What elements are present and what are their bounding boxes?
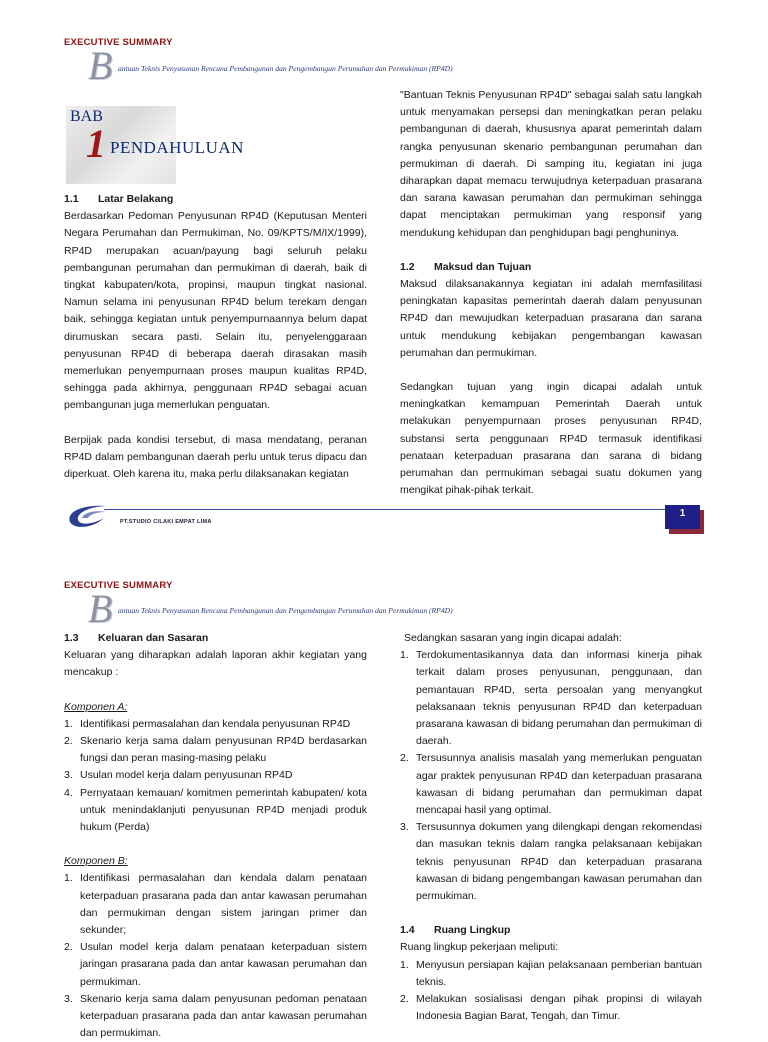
paragraph: Sedangkan tujuan yang ingin dicapai adalah untuk meningkatkan kemampuan Pemerintah Daerah untuk melakukan penyempurnaan proses penyusunan RP4D, substansi serta penggunaan RP4D termasuk identifikasi penataan keterpaduan prasarana dan sarana di bidang perumahan dan permukiman sebagai suatu dokumen yang mengikat pihak-pihak terkait. bbox=[400, 381, 702, 497]
list-item: 1. Identifikasi permasalahan dan kendala dalam penataan keterpaduan prasarana pada dan antar kawasan perumahan dan permukiman dengan sistem jaringan primer dan sekunder; bbox=[64, 872, 367, 937]
paragraph: Keluaran yang diharapkan adalah laporan akhir kegiatan yang mencakup : bbox=[64, 649, 367, 679]
page2-right-column bbox=[400, 630, 702, 1025]
list-item: 3. Usulan model kerja dalam penyusunan RP4D bbox=[64, 769, 293, 782]
footer-divider bbox=[104, 509, 674, 510]
paragraph: Maksud dilaksanakannya kegiatan ini adalah memfasilitasi peningkatan kapasitas pemerintah daerah dalam penyusunan RP4D dan mewujudkan keterpaduan prasarana dan sarana untuk mendukung kebijakan pengembangan kawasan perumahan dan permukiman. bbox=[400, 278, 702, 359]
paragraph: Sedangkan sasaran yang ingin dicapai adalah: bbox=[404, 632, 622, 644]
list-item: 2. Tersusunnya analisis masalah yang memerlukan penguatan agar praktek penyusunan RP4D dan keterpaduan prasarana kawasan di bidang perumahan dan permukiman dapat mencapai hasil yang optimal. bbox=[400, 752, 702, 817]
company-name: PT.STUDIO CILAKI EMPAT LIMA bbox=[120, 519, 212, 525]
paragraph: Berdasarkan Pedoman Penyusunan RP4D (Keputusan Menteri Negara Perumahan dan Permukiman, No. 09/KPTS/M/IX/1999), RP4D merupakan acuan/payung bagi seluruh pelaku pembangunan perumahan dan permukiman di daerah, baik di tingkat kabupaten/kota, propinsi, maupun tingkat nasional. Namun selama ini penyusunan RP4D belum terekam dengan baik, sehingga kegiatan untuk penyempurnaannya belum dapat dirumuskan secara pasti. Selain itu, penyelenggaraan penyusunan RP4D di beberapa daerah dirasakan masih memerlukan penyempurnaan proses maupun kualitas RP4D, sehingga pada akhirnya, penggunaan RP4D sebagai acuan pembangunan juga memerlukan penguatan. bbox=[64, 210, 367, 412]
section-heading-1-1: 1.1 Latar Belakang bbox=[64, 193, 174, 205]
component-b-label: Komponen B: bbox=[64, 855, 128, 868]
header-decorative-letter: B bbox=[88, 586, 113, 631]
component-b-list bbox=[64, 870, 367, 1042]
executive-summary-label: EXECUTIVE SUMMARY bbox=[64, 580, 173, 591]
list-item: 1. Identifikasi permasalahan dan kendala penyusunan RP4D bbox=[64, 717, 351, 730]
list-item: 3. Skenario kerja sama dalam penyusunan pedoman penataan keterpaduan prasarana pada dan antar kawasan perumahan dan permukiman. bbox=[64, 992, 367, 1040]
list-item: 2. Melakukan sosialisasi dengan pihak propinsi di wilayah Indonesia Bagian Barat, Tengah, dan Timur. bbox=[400, 993, 702, 1023]
header-decorative-letter: B bbox=[88, 43, 113, 88]
component-a-list bbox=[64, 716, 367, 836]
component-a-label: Komponen A: bbox=[64, 700, 128, 713]
page2-left-column bbox=[64, 630, 367, 1042]
header-subtitle: antuan Teknis Penyusunan Rencana Pembangunan dan Pengembangan Perumahan dan Permukiman (RP4D) bbox=[118, 606, 453, 615]
paragraph: Berpijak pada kondisi tersebut, di masa mendatang, peranan RP4D dalam pembangunan daerah perlu untuk terus dipacu dan diperkuat. Oleh karena itu, maka perlu dilaksanakan kegiatan bbox=[64, 433, 367, 481]
header-subtitle: antuan Teknis Penyusunan Rencana Pembangunan dan Pengembangan Perumahan dan Permukiman (RP4D) bbox=[118, 64, 453, 73]
list-item: 1. Terdokumentasikannya data dan informasi kinerja pihak terkait dalam proses penyusunan, penggunaan, dan pemantauan RP4D, serta persoalan yang menyangkut pelaksanaan teknis penyusunan RP4D dan keterpaduan prasarana kawasan di bidang perumahan dan permukiman di daerah. bbox=[400, 649, 702, 748]
company-logo-icon bbox=[64, 500, 114, 528]
target-list bbox=[400, 647, 702, 905]
paragraph: Ruang lingkup pekerjaan meliputi: bbox=[400, 941, 559, 954]
list-item: 4. Pernyataan kemauan/ komitmen pemerintah kabupaten/ kota untuk menindaklanjuti penyusunan RP4D menjadi produk hukum (Perda) bbox=[64, 786, 367, 834]
list-item: 2. Usulan model kerja dalam penataan keterpaduan sistem jaringan prasarana pada dan antar kawasan perumahan dan permukiman. bbox=[64, 941, 367, 988]
list-item: 1. Menyusun persiapan kajian pelaksanaan pemberian bantuan teknis. bbox=[400, 958, 702, 988]
page1-left-column bbox=[64, 191, 367, 483]
section-heading-1-2: 1.2 Maksud dan Tujuan bbox=[400, 260, 532, 273]
chapter-number: 1 bbox=[86, 121, 106, 166]
page1-right-column bbox=[400, 87, 702, 499]
section-heading-1-3: 1.3 Keluaran dan Sasaran bbox=[64, 632, 209, 644]
paragraph: "Bantuan Teknis Penyusunan RP4D" sebagai salah satu langkah untuk menyamakan persepsi dan meningkatkan peran pelaku pembangunan di daerah, khususnya aparat pemerintah dalam rangka penyusunan skenario pembangunan perumahan dan permukiman di daerah. Di samping itu, kegiatan ini juga diharapkan dapat memacu terwujudnya keterpaduan prasarana dan sarana kawasan perumahan dan permukiman sehingga dapat menciptakan permukiman yang responsif yang mendukung kehidupan dan penghidupan bagi penghuninya. bbox=[400, 89, 702, 239]
list-item: 3. Tersusunnya dokumen yang dilengkapi dengan rekomendasi dan masukan teknis dalam rangka pelaksanaan kebijakan teknis penyusunan RP4D dan keterpaduan prasarana kawasan di bidang pengembangan kawasan perumahan dan permukiman. bbox=[400, 821, 702, 903]
chapter-title: PENDAHULUAN bbox=[110, 138, 244, 157]
executive-summary-label: EXECUTIVE SUMMARY bbox=[64, 37, 173, 48]
section-heading-1-4: 1.4 Ruang Lingkup bbox=[400, 924, 511, 937]
page-number-badge: 1 bbox=[665, 505, 700, 529]
list-item: 2. Skenario kerja sama dalam penyusunan RP4D berdasarkan fungsi dan peran masing-masing pelaku bbox=[64, 735, 367, 765]
chapter-label: BAB bbox=[70, 108, 103, 125]
scope-list bbox=[400, 957, 702, 1026]
